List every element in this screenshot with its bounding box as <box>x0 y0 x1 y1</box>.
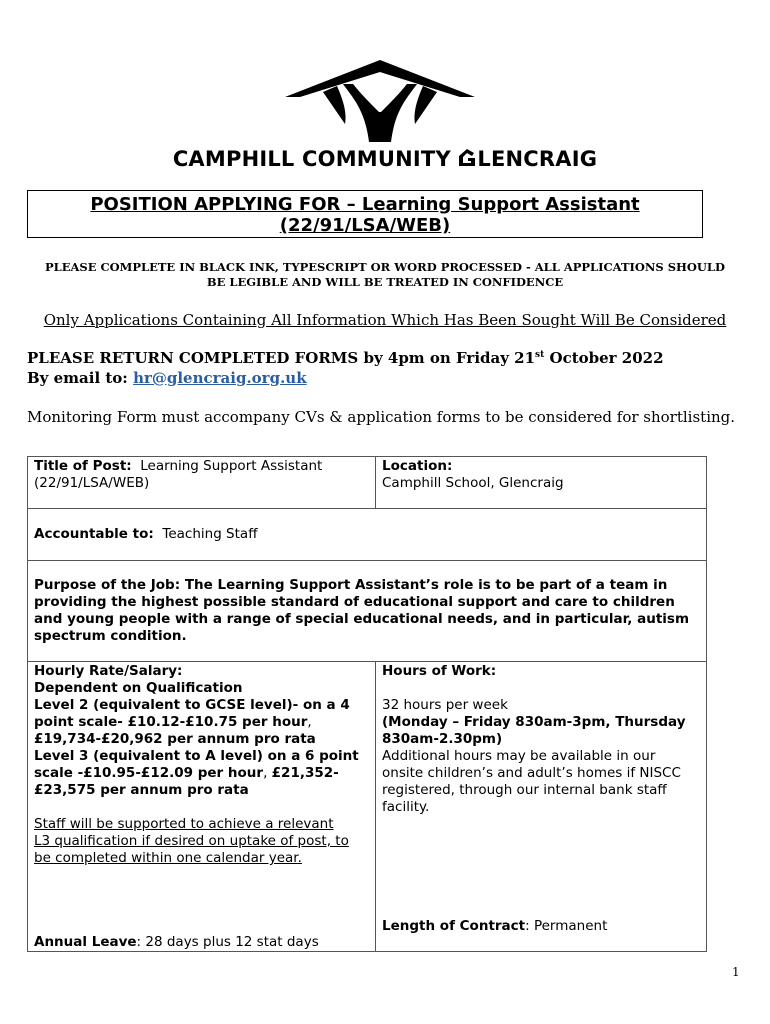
camphill-logo <box>285 60 475 142</box>
monitoring-notice: Monitoring Form must accompany CVs & application forms to be considered for shortlisting. <box>27 408 736 426</box>
hours-label: Hours of Work: <box>382 663 497 679</box>
hours-additional: Additional hours may be available in our onsite children’s and adult’s homes if NISCC registered, through our internal bank staff facility. <box>382 748 681 815</box>
location-cell <box>376 457 707 509</box>
length-of-contract <box>382 918 607 935</box>
salary-level-2-comma: , <box>307 714 312 730</box>
return-email-line <box>27 369 307 387</box>
hours-per-week: 32 hours per week <box>382 697 508 713</box>
staff-support-note: Staff will be supported to achieve a relevant L3 qualification if desired on uptake of post, to be completed within one calendar year. <box>34 816 349 866</box>
annual-leave <box>34 934 319 951</box>
email-label: By email to: <box>27 369 134 387</box>
location-value: Camphill School, Glencraig <box>382 475 564 491</box>
return-text-before: PLEASE RETURN COMPLETED FORMS by 4pm on Friday 21 <box>27 349 536 367</box>
return-deadline <box>27 349 664 367</box>
return-text-after: October 2022 <box>544 349 664 367</box>
glencraig-g-icon <box>458 148 476 168</box>
purpose-row <box>28 561 707 662</box>
accountable-value: Teaching Staff <box>153 526 258 542</box>
org-name-prefix: CAMPHILL COMMUNITY <box>172 147 459 171</box>
contract-label: Length of Contract <box>382 918 526 934</box>
hours-schedule: (Monday – Friday 830am-3pm, Thursday 830am-2.30pm) <box>382 714 686 747</box>
email-link[interactable]: hr@glencraig.org.uk <box>133 369 307 387</box>
accountable-label: Accountable to: <box>34 526 154 542</box>
title-location-row <box>28 457 707 509</box>
salary-level-2 <box>34 697 369 748</box>
accountable-cell <box>28 509 707 561</box>
only-applications-notice: Only Applications Containing All Information Which Has Been Sought Will Be Considered <box>43 311 727 329</box>
contract-value: : Permanent <box>525 918 608 934</box>
return-superscript: st <box>535 350 545 360</box>
salary-level-3 <box>34 748 369 799</box>
page-number: 1 <box>732 965 740 979</box>
position-applying-for: POSITION APPLYING FOR – Learning Support Assistant (22/91/LSA/WEB) <box>27 190 703 238</box>
salary-level-3-rate: Level 3 (equivalent to A level) on a 6 point scale -£10.95-£12.09 per hour <box>34 748 359 781</box>
completion-instructions: PLEASE COMPLETE IN BLACK INK, TYPESCRIPT OR WORD PROCESSED - ALL APPLICATIONS SHOULD BE LEGIBLE AND WILL BE TREATED IN CONFIDENCE <box>44 260 725 289</box>
title-of-post-value: Learning Support Assistant (22/91/LSA/WEB) <box>34 458 327 491</box>
title-of-post-cell <box>28 457 376 509</box>
salary-label: Hourly Rate/Salary: <box>34 663 183 679</box>
annual-leave-label: Annual Leave <box>34 934 137 950</box>
location-label: Location: <box>382 458 453 474</box>
org-name-suffix: LENCRAIG <box>477 147 598 171</box>
salary-level-3-comma: , <box>263 765 272 781</box>
accountable-row <box>28 509 707 561</box>
hours-cell <box>376 662 707 952</box>
salary-dependent: Dependent on Qualification <box>34 680 243 696</box>
salary-level-2-annual: £19,734-£20,962 per annum pro rata <box>34 731 316 747</box>
job-details-table <box>27 456 707 952</box>
purpose-of-job: Purpose of the Job: The Learning Support Assistant’s role is to be part of a team in providing the highest possible standard of educational support and care to children and young people with a range of special educational needs, and in particular, autism spectrum condition. <box>28 561 707 662</box>
annual-leave-value: : 28 days plus 12 stat days <box>136 934 319 950</box>
salary-level-3-annual: £21,352-£23,575 per annum pro rata <box>34 765 339 798</box>
salary-hours-row <box>28 662 707 952</box>
title-of-post-label: Title of Post: <box>34 458 132 474</box>
salary-level-2-rate: Level 2 (equivalent to GCSE level)- on a 4 point scale- £10.12-£10.75 per hour <box>34 697 350 730</box>
salary-cell <box>28 662 376 952</box>
organization-name <box>0 147 770 171</box>
